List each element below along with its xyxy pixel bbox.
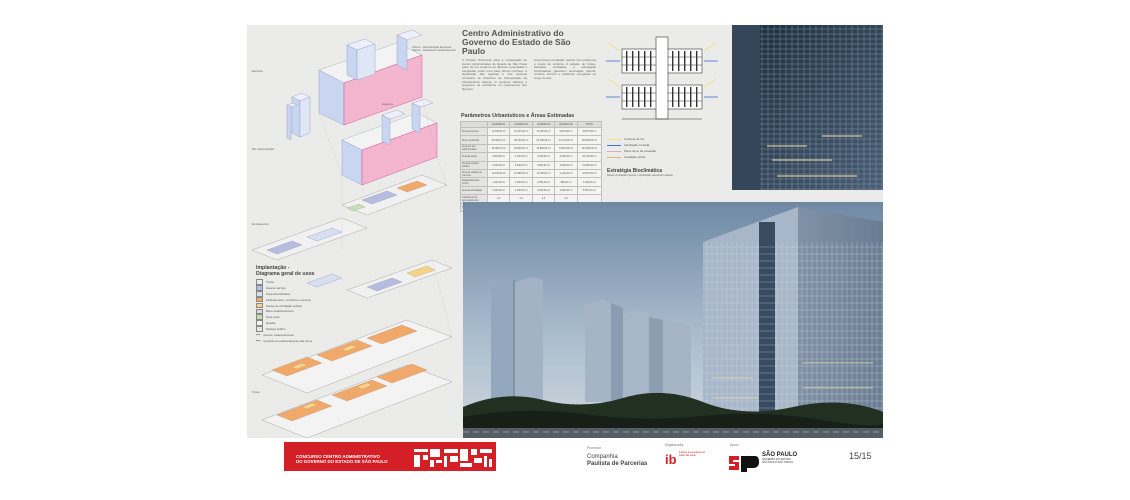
params-table-row xyxy=(461,144,602,152)
params-cell: 3.300,00 m² xyxy=(555,153,577,161)
params-header-cell: QUADRA 04 xyxy=(555,122,577,128)
intro-text-left: O Projeto Preliminar para a implantação do Centro Administrativo do Estado de São Paulo parte de um conjunto de lâminas conectadas e integradas sobre uma base térrea contínua. A disposição das quadras e dos acessos considera as diretrizes de transposição da infraestrutura urbana. O conjunto distribui o programa de escritórios em pavimentos tipo flexíveis. xyxy=(462,58,527,91)
legend-swatch xyxy=(256,279,263,285)
params-cell: Área de circulação xyxy=(461,186,488,194)
params-cell: 2.100,00 m² xyxy=(510,186,532,194)
params-cell: 4,0 xyxy=(532,195,554,203)
legend-label: Área verde xyxy=(266,315,280,320)
params-cell: Área de espaço de convívio xyxy=(461,169,488,177)
params-cell: 1.900,00 m² xyxy=(555,186,577,194)
params-cell: 43.575,00 m² xyxy=(577,169,601,177)
organizador-label: Organizador xyxy=(665,443,684,447)
legend-line-icon xyxy=(607,145,621,146)
params-cell: 5.340,00 m² xyxy=(510,161,532,169)
legend-label: Bloco estacionamento xyxy=(266,309,294,314)
legend-swatch xyxy=(256,291,263,297)
implantacao-title: Implantação - Diagrama geral de usos xyxy=(256,265,315,277)
presentation-board xyxy=(247,25,883,474)
params-table-row xyxy=(461,178,602,186)
legend-label: Núcleo de circulação vertical xyxy=(266,303,302,308)
sp-sub: GOVERNO DO ESTADO SÃO PAULO SÃO TODOS xyxy=(762,458,793,464)
params-cell: 161.900,00 m² xyxy=(577,144,601,152)
legend-label: Área de serviço xyxy=(266,285,286,290)
params-cell: 51.230,00 m² xyxy=(532,136,554,144)
params-cell: 12.345,00 m² xyxy=(488,128,510,136)
axo-label-terreo: Térreo xyxy=(252,391,260,394)
params-cell: Área do terreno xyxy=(461,128,488,136)
params-header-cell: QUADRA 03 xyxy=(532,122,554,128)
params-title: Parâmetros Urbanísticos e Áreas Estimadas xyxy=(461,113,575,119)
params-cell: 4.230,00 m² xyxy=(532,153,554,161)
apoio-label: Apoio xyxy=(730,443,739,447)
axo-tower-group-1 xyxy=(319,30,422,125)
promotor-label: Promotor xyxy=(587,446,601,450)
implantacao-note xyxy=(256,338,312,344)
params-cell: 16.130,00 m² xyxy=(577,153,601,161)
legend-label: Quadra xyxy=(266,321,276,326)
params-cell: 40.500,00 m² xyxy=(510,144,532,152)
params-cell: 12.130,00 m² xyxy=(488,169,510,177)
note-label: Acesso: estacionamento xyxy=(263,332,294,337)
params-header-cell: TOTAL xyxy=(577,122,601,128)
params-table-row xyxy=(461,153,602,161)
axo-label-volumes: Volume - Administração Executiva Volume - Fachada de estacionamento xyxy=(412,46,456,53)
legend-label: Ventilação cruzada xyxy=(624,143,650,147)
sp-name: SÃO PAULO xyxy=(762,452,798,458)
arrow-icon: ⟷ xyxy=(256,338,261,343)
params-table-row xyxy=(461,161,602,169)
intro-text-right: proporciona ventilação natural nos ambientes e níveis de conforto. A adoção de brises, fachadas ventiladas e estratégias bioclimáticas garantem iluminação natural, conforto térmico e eficiência energética ao longo do ano. xyxy=(534,58,596,80)
params-cell: 5.900,00 m² xyxy=(532,161,554,169)
params-table-row xyxy=(461,136,602,144)
competition-banner xyxy=(284,442,496,471)
legend-label: Fluxo de ar de exaustão xyxy=(624,149,657,153)
params-cell: 42.800,00 m² xyxy=(532,144,554,152)
axo-label-torre: Escritório xyxy=(252,70,263,73)
params-table-row xyxy=(461,128,602,136)
legend-line-icon xyxy=(607,157,621,158)
legend-swatch xyxy=(256,326,263,332)
bioclimatic-section-diagram xyxy=(602,27,734,130)
legend-label: Térreo xyxy=(266,279,275,284)
params-cell: 2.340,00 m² xyxy=(488,186,510,194)
main-perspective-render xyxy=(463,202,883,438)
params-cell: 54.000,00 m² xyxy=(488,136,510,144)
params-cell: 1.050,00 m² xyxy=(532,178,554,186)
params-cell: 43.576,00 m² xyxy=(577,128,601,136)
banner-text: CONCURSO CENTRO ADMINISTRATIVO DO GOVERNO DO ESTADO DE SÃO PAULO xyxy=(296,454,388,464)
legend-line-icon xyxy=(607,151,621,152)
params-cell: 4,0 xyxy=(488,195,510,203)
legend-swatch xyxy=(256,303,263,309)
axo-label-esquema: Esquema xyxy=(382,103,393,106)
legend-line-icon xyxy=(607,139,621,140)
page-number: 15/15 xyxy=(849,451,872,461)
axonometric-diagrams xyxy=(247,25,459,438)
params-table xyxy=(460,121,602,212)
legend-label: Controle de luz xyxy=(624,137,645,141)
params-cell: 40.120,00 m² xyxy=(555,136,577,144)
params-cell: 980,00 m² xyxy=(555,178,577,186)
params-cell: 4,0 xyxy=(510,195,532,203)
implantacao-legend xyxy=(256,279,312,344)
params-cell: Área de espaço público xyxy=(461,161,488,169)
params-cell: 10.985,00 m² xyxy=(510,169,532,177)
note-label: Conexão ao estacionamento das torres xyxy=(263,338,313,343)
params-cell: 8.570,00 m² xyxy=(577,186,601,194)
params-cell: 194.050,00 m² xyxy=(577,136,601,144)
params-cell: Coeficiente de aproveitamento xyxy=(461,195,488,203)
page-title: Centro Administrativo do Governo do Estado de São Paulo xyxy=(462,28,571,56)
legend-swatch xyxy=(256,309,263,315)
params-cell: 21.960,00 m² xyxy=(577,161,601,169)
legend-swatch xyxy=(256,320,263,326)
axo-label-embasamento: Embasamento xyxy=(252,223,269,226)
params-cell: Área de apoio xyxy=(461,153,488,161)
params-cell: 4.600,00 m² xyxy=(555,161,577,169)
params-cell: 4.330,00 m² xyxy=(577,178,601,186)
competition-logo-icon xyxy=(414,447,492,469)
axo-label-pav-adm: Pav. Administração xyxy=(252,148,275,151)
params-header-cell: QUADRA 02 xyxy=(510,122,532,128)
params-cell: 4.500,00 m² xyxy=(488,153,510,161)
params-cell: 45.000,00 m² xyxy=(488,144,510,152)
params-cell: 11.235,00 m² xyxy=(532,128,554,136)
params-cell: 2.230,00 m² xyxy=(532,186,554,194)
svg-text:ib: ib xyxy=(665,452,677,467)
legend-swatch xyxy=(256,285,263,291)
arrow-icon: ⟷ xyxy=(256,332,261,337)
params-cell: 1.200,00 m² xyxy=(488,178,510,186)
params-cell: 48.700,00 m² xyxy=(510,136,532,144)
bioclimatic-subtitle: Brises Ventilação Quente e Ventilação natural Em Estudo xyxy=(607,174,674,177)
bioclimatic-legend xyxy=(607,136,656,160)
axo-embasamento-3 xyxy=(307,260,452,298)
legend-swatch xyxy=(256,297,263,303)
footer-bar xyxy=(247,438,883,474)
legend-label: Passeio público xyxy=(266,327,286,332)
sp-government-logo-icon xyxy=(729,452,759,472)
params-table-row xyxy=(461,169,602,177)
params-cell: Estacionamento (unid.) xyxy=(461,178,488,186)
params-cell: 11.340,00 m² xyxy=(532,169,554,177)
params-cell: 9.120,00 m² xyxy=(555,169,577,177)
params-cell: 10.120,00 m² xyxy=(510,128,532,136)
legend-label: Insolação direta xyxy=(624,155,646,159)
params-cell: 9.876,00 m² xyxy=(555,128,577,136)
facade-closeup-render xyxy=(732,25,883,190)
legend-swatch xyxy=(256,314,263,320)
params-cell: 1.100,00 m² xyxy=(510,178,532,186)
params-cell: 33.600,00 m² xyxy=(555,144,577,152)
params-cell: 6.120,00 m² xyxy=(488,161,510,169)
params-cell: 4,0 xyxy=(555,195,577,203)
axo-embasamento-2 xyxy=(252,218,367,260)
params-cell: 4.100,00 m² xyxy=(510,153,532,161)
organizador-name: instituto de arquitetos do brasil são paulo xyxy=(679,451,706,457)
params-table-row xyxy=(461,186,602,194)
legend-label: Fachada ativa - comércio e serviços xyxy=(266,297,311,302)
promotor-name: Companhia Paulista de Parcerias xyxy=(587,454,648,467)
bioclimatic-legend-item xyxy=(607,154,656,160)
params-cell: Área em uso administrativo xyxy=(461,144,488,152)
params-cell: Área construída xyxy=(461,136,488,144)
legend-label: Área administrativa xyxy=(266,291,290,296)
params-header-cell: QUADRA 01 xyxy=(488,122,510,128)
axo-tower-small xyxy=(287,93,310,140)
bioclimatic-title: Estratégia Bioclimática xyxy=(607,168,663,174)
